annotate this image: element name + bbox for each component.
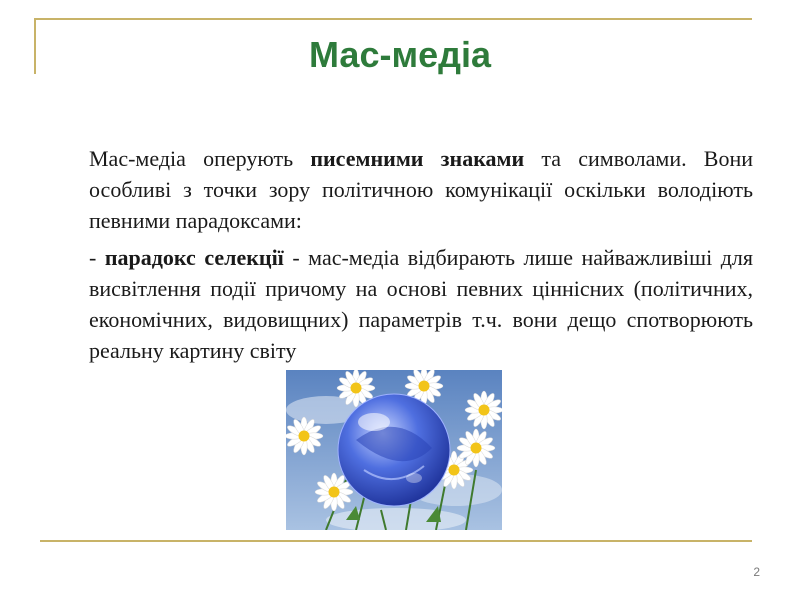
crystal-ball-daisies-image <box>286 370 502 530</box>
frame-bottom-line <box>40 540 752 542</box>
page-number: 2 <box>753 565 760 579</box>
frame-top-line <box>34 18 752 20</box>
paragraph-1-end: та символами. Вони особливі з точки зору політичною комунікації оскільки володіють певними парадоксами: <box>89 146 754 233</box>
slide-body <box>77 143 753 366</box>
paragraph-1-bold: писемними знаками <box>310 146 525 171</box>
paragraph-2 <box>77 242 753 366</box>
paragraph-2-end: - мас-медіа відбирають лише найважливіші для висвітлення події причому на основі певних ціннісних (політичних, економічних, видовищних) параметрів т.ч. вони дещо спотворюють реальну картину світу <box>89 245 753 363</box>
paragraph-2-dash: - <box>89 245 105 270</box>
paragraph-1 <box>77 143 753 236</box>
paragraph-2-bold: парадокс селекції <box>104 245 284 270</box>
paragraph-1-start: Мас-медіа оперують <box>89 146 311 171</box>
slide-title: Мас-медіа <box>309 34 491 75</box>
